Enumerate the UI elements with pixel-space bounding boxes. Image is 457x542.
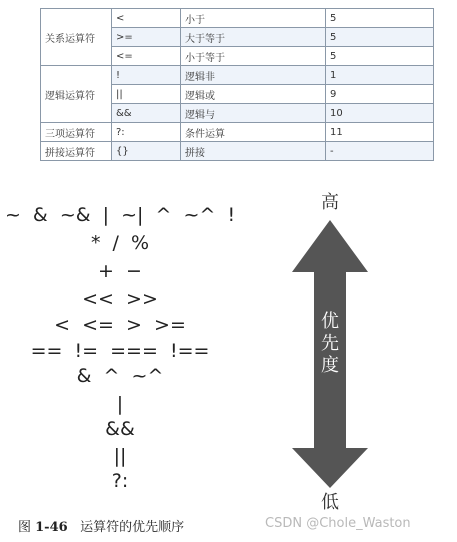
description-cell: 小于 (181, 9, 326, 28)
precedence-cell: 11 (326, 123, 434, 142)
group-cell-logical: 逻辑运算符 (41, 66, 112, 123)
precedence-cell: 1 (326, 66, 434, 85)
precedence-line: << >> (82, 288, 158, 310)
precedence-line: ?: (111, 470, 129, 492)
arrow-bottom-label: 低 (321, 492, 339, 510)
precedence-line: | (116, 393, 124, 415)
group-cell-concat: 拼接运算符 (41, 142, 112, 161)
precedence-line: < <= > >= (54, 314, 186, 336)
operator-cell: {} (112, 142, 181, 161)
arrow-middle-label: 优 (321, 311, 339, 332)
description-cell: 拼接 (181, 142, 326, 161)
precedence-line: || (113, 445, 127, 467)
table-row (41, 123, 434, 142)
operator-cell: ?: (112, 123, 181, 142)
caption-text: 运算符的优先顺序 (80, 520, 185, 535)
group-cell-relational: 关系运算符 (41, 9, 112, 66)
description-cell: 逻辑非 (181, 66, 326, 85)
operator-cell: ! (112, 66, 181, 85)
precedence-line: ~ & ~& | ~| ^ ~^ ! (4, 204, 236, 226)
arrow-top-label: 高 (321, 192, 339, 213)
table-row (41, 142, 434, 161)
description-cell: 大于等于 (181, 28, 326, 47)
precedence-cell: 10 (326, 104, 434, 123)
precedence-line: & ^ ~^ (76, 365, 164, 387)
precedence-cell: 9 (326, 85, 434, 104)
precedence-cell: - (326, 142, 434, 161)
description-cell: 逻辑或 (181, 85, 326, 104)
priority-arrow (280, 190, 380, 510)
caption-prefix: 图 (18, 520, 36, 535)
double-arrow-shape (292, 220, 368, 488)
precedence-line: * / % (90, 232, 150, 254)
group-cell-ternary: 三项运算符 (41, 123, 112, 142)
arrow-middle-label: 度 (321, 355, 339, 376)
table-row (41, 9, 434, 28)
table-row (41, 66, 434, 85)
operator-cell: || (112, 85, 181, 104)
precedence-line: && (105, 418, 135, 440)
operator-cell: && (112, 104, 181, 123)
description-cell: 小于等于 (181, 47, 326, 66)
watermark: CSDN @Chole_Waston (265, 516, 411, 531)
operator-table (40, 8, 434, 161)
operator-cell: < (112, 9, 181, 28)
description-cell: 逻辑与 (181, 104, 326, 123)
arrow-middle-label: 先 (321, 333, 339, 354)
operator-cell: <= (112, 47, 181, 66)
caption-number: 1-46 (35, 520, 68, 535)
description-cell: 条件运算 (181, 123, 326, 142)
operator-cell: >= (112, 28, 181, 47)
precedence-line: == != === !== (30, 340, 210, 362)
figure-caption (18, 516, 184, 535)
precedence-cell: 5 (326, 28, 434, 47)
precedence-cell: 5 (326, 9, 434, 28)
precedence-line: + − (98, 260, 142, 282)
precedence-cell: 5 (326, 47, 434, 66)
